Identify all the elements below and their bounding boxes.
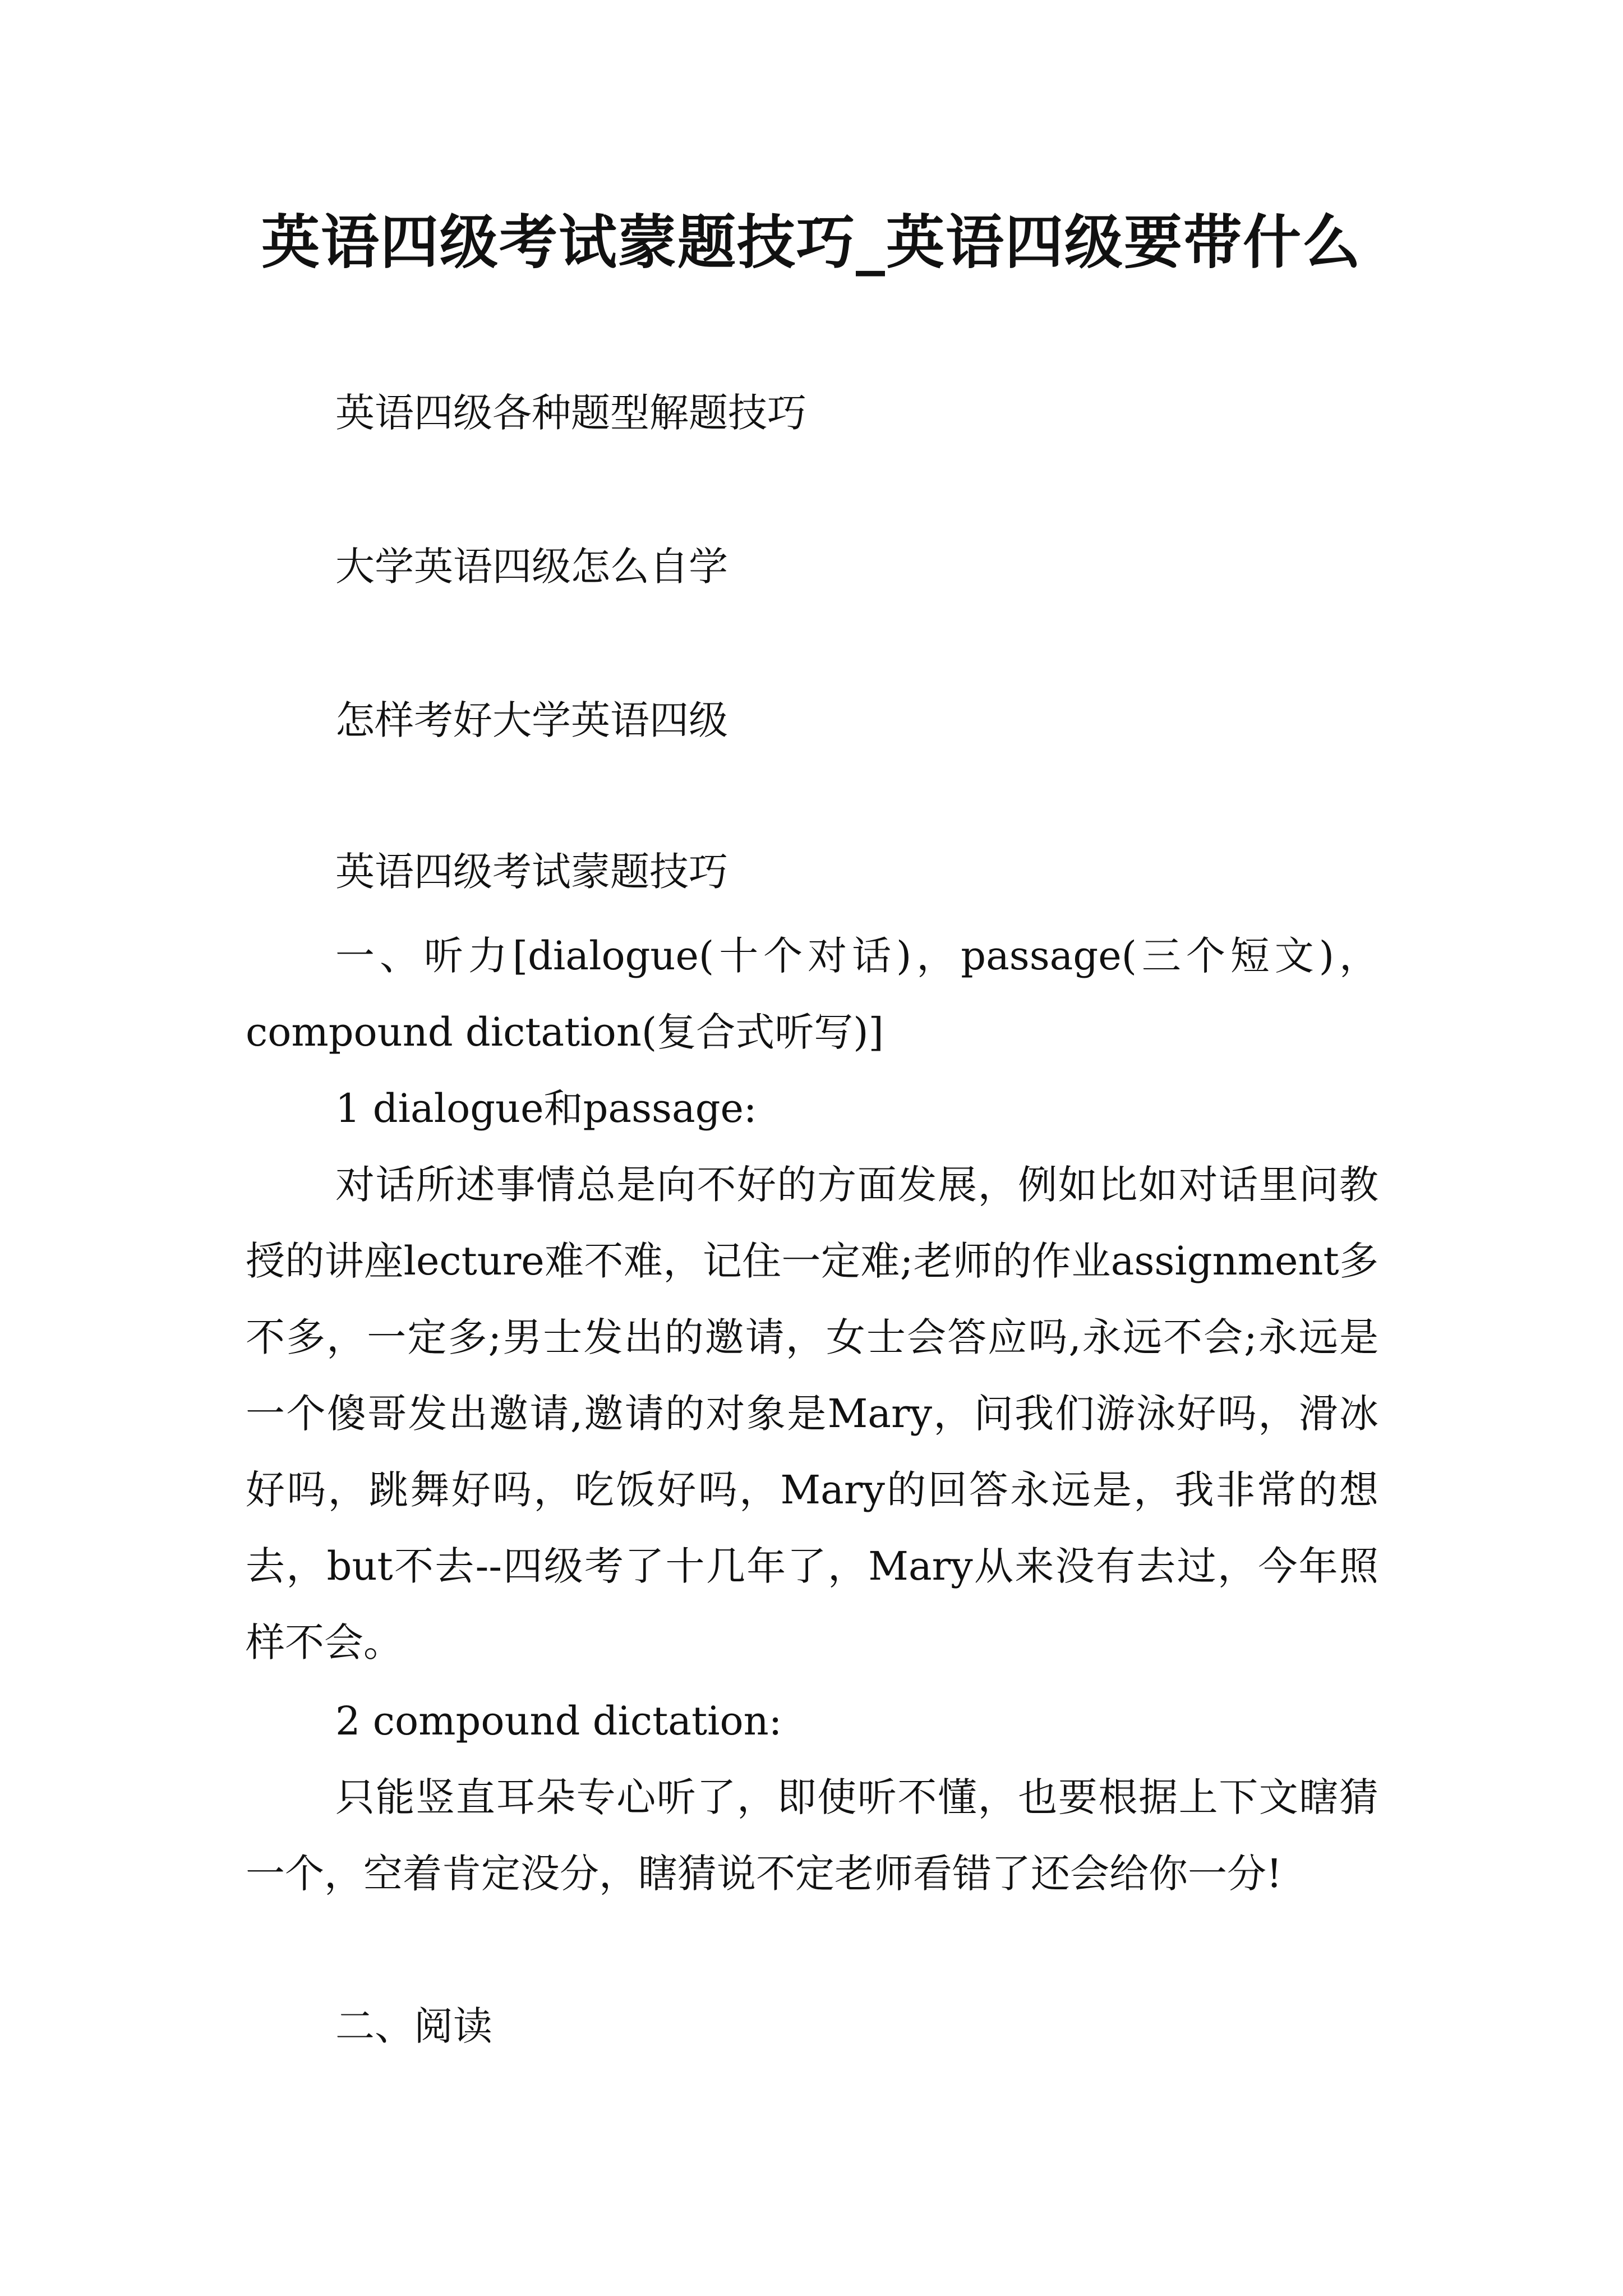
paragraph-dialogue-heading: 1 dialogue和passage: [335, 1085, 757, 1131]
toc-item: 英语四级考试蒙题技巧 [335, 849, 728, 895]
paragraph-listening-heading: 一、听力[dialogue(十个对话)，passage(三个短文)，compound dictation(复合式听写)] [246, 933, 1378, 1055]
toc-item: 大学英语四级怎么自学 [335, 544, 728, 590]
toc-item: 怎样考好大学英语四级 [335, 697, 728, 743]
paragraph-dictation-heading: 2 compound dictation: [335, 1698, 782, 1744]
paragraph-dictation-tips: 只能竖直耳朵专心听了，即使听不懂，也要根据上下文瞎猜一个，空着肯定没分，瞎猜说不定老师看错了还会给你一分! [246, 1774, 1378, 1897]
paragraph-dialogue-tips: 对话所述事情总是向不好的方面发展，例如比如对话里问教授的讲座lecture难不难，记住一定难;老师的作业assignment多不多，一定多;男士发出的邀请，女士会答应吗,永远不会;永远是一个傻哥发出邀请,邀请的对象是Mary，问我们游泳好吗，滑冰好吗，跳舞好吗，吃饭好吗，Mary的回答永远是，我非常的想去，but不去--四级考了十几年了，Mary从来没有去过，今年照样不会。 [246, 1162, 1378, 1665]
paragraph-reading-heading: 二、阅读 [335, 2003, 492, 2049]
document-title: 英语四级考试蒙题技巧_英语四级要带什么 [261, 208, 1362, 277]
toc-item: 英语四级各种题型解题技巧 [335, 390, 806, 436]
